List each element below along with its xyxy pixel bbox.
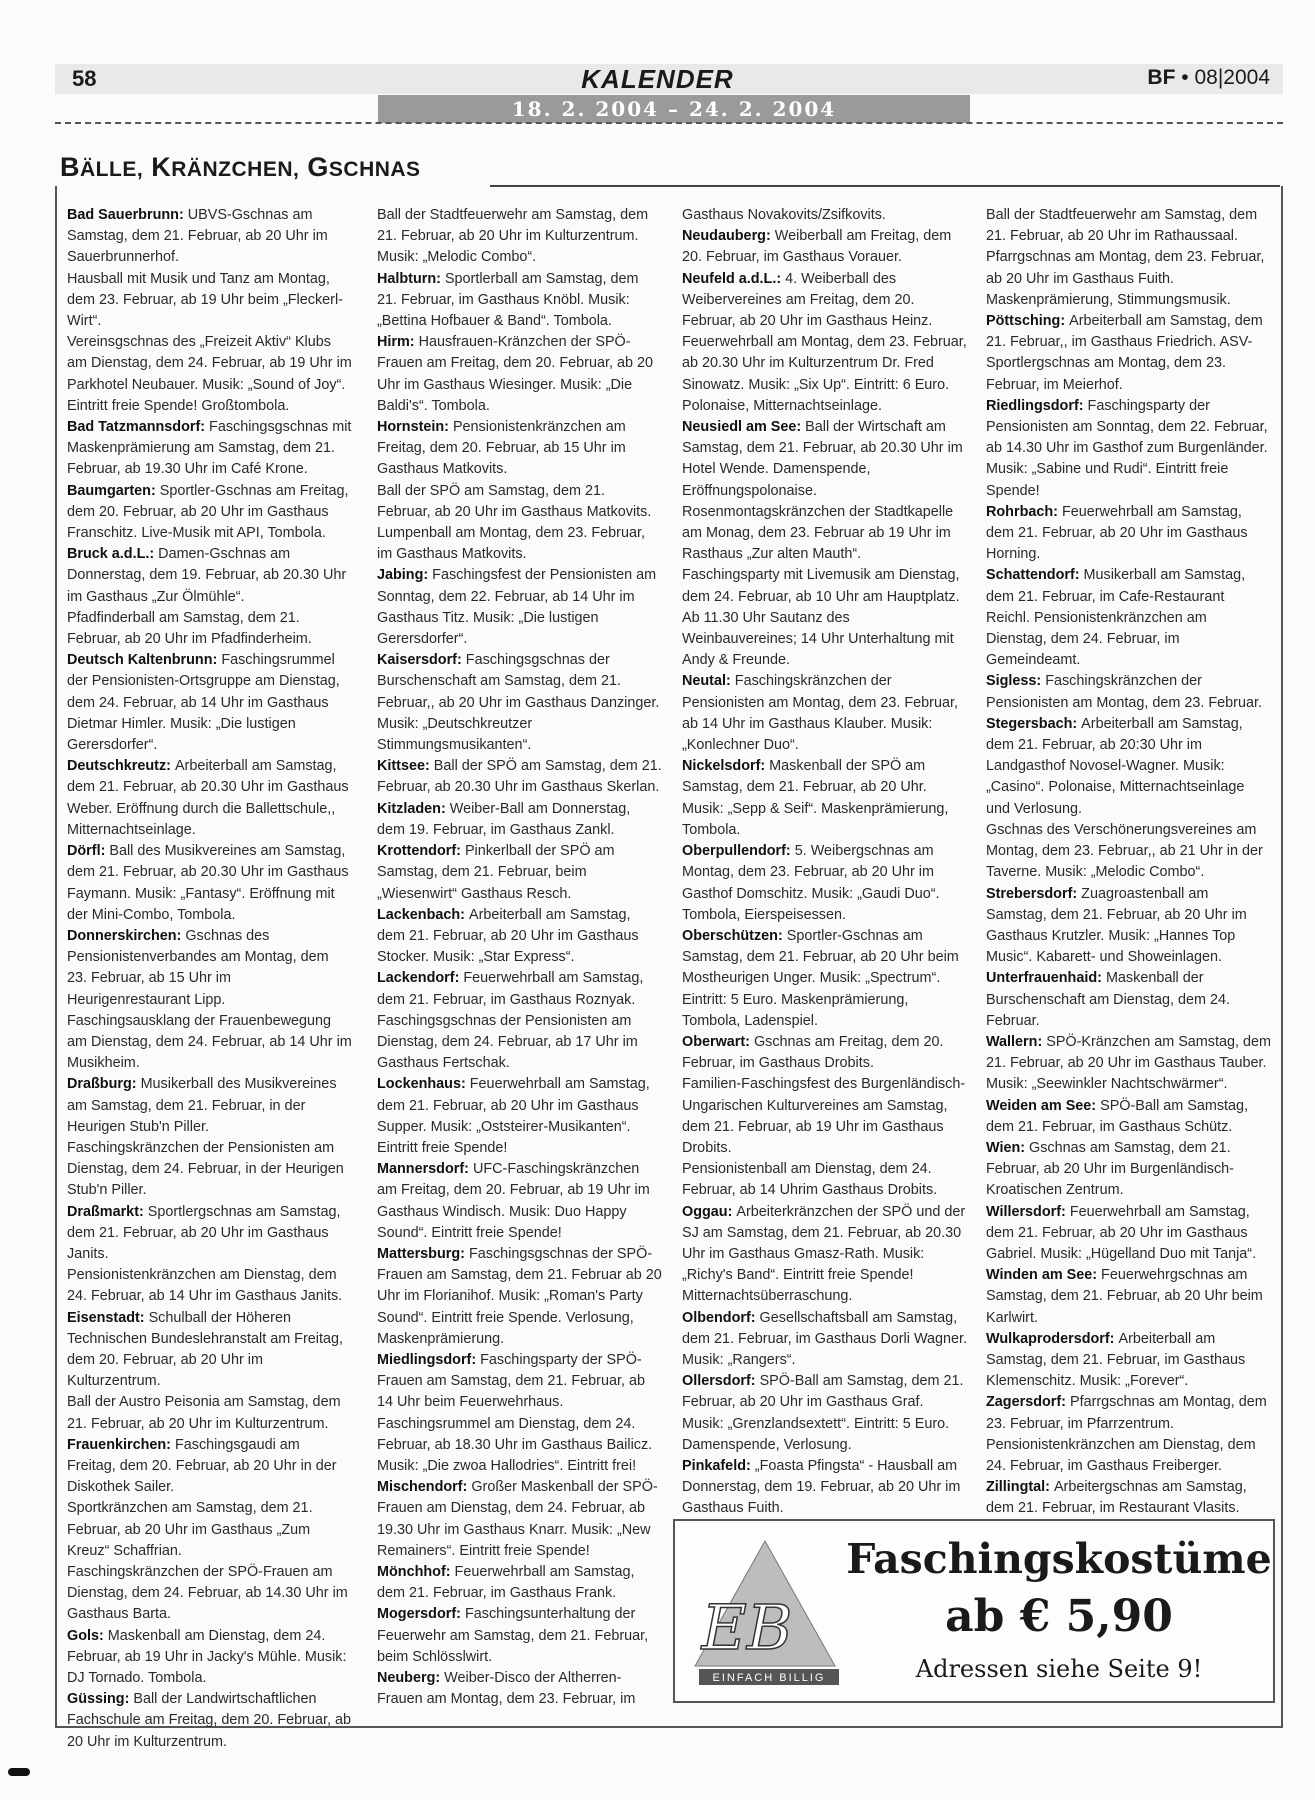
listing-place: Baumgarten:: [67, 482, 160, 499]
listing-entry: [67, 1626, 352, 1690]
listing-entry: [986, 311, 1271, 396]
listing-text: Ball der Landwirtschaftlichen Fachschule am Freitag, dem 20. Februar, ab 20 Uhr im Kulturzentrum.: [67, 1691, 351, 1750]
listing-text: Lumpenball am Montag, dem 23. Februar, im Gasthaus Matkovits.: [377, 525, 645, 563]
issue-number: 08|2004: [1194, 66, 1270, 89]
listing-entry: [986, 968, 1271, 1032]
listing-entry: [67, 1202, 352, 1266]
listing-entry: [67, 650, 352, 756]
listing-place: Schattendorf:: [986, 567, 1084, 584]
listing-entry: [377, 799, 662, 841]
listing-text: Arbeiterkränzchen der SPÖ und der SJ am Samstag, dem 21. Februar, ab 20.30 Uhr im Gasthaus Gmasz-Rath. Musik: „Richy's Band“. Eintritt freie Spende! Mitternachtsüberraschung.: [682, 1203, 966, 1305]
listing-entry: [377, 1668, 662, 1710]
listing-text: Ball der SPÖ am Samstag, dem 21. Februar, ab 20 Uhr im Gasthaus Matkovits.: [377, 482, 652, 520]
listing-entry: [986, 714, 1271, 820]
listing-entry: [986, 1265, 1271, 1329]
listing-place: Riedlingsdorf:: [986, 397, 1088, 414]
listing-place: Lackendorf:: [377, 970, 464, 987]
listing-entry: [377, 756, 662, 798]
listing-place: Zillingtal:: [986, 1479, 1054, 1496]
listing-place: Ollersdorf:: [682, 1373, 760, 1390]
listing-column-1: [67, 205, 352, 1753]
listing-place: Neudauberg:: [682, 228, 775, 245]
listing-entry: [377, 1074, 662, 1159]
listing-text: Sportkränzchen am Samstag, dem 21. Februar, ab 20 Uhr im Gasthaus „Zum Kreuz“ Schaffrian.: [67, 1500, 313, 1559]
logo-letters: EB: [701, 1591, 793, 1664]
listing-entry: [67, 608, 352, 650]
listing-text: Faschingskränzchen der Pensionisten am Montag, dem 23. Februar.: [986, 673, 1262, 711]
listing-entry: [682, 1202, 967, 1308]
listing-text: Pensionistenkränzchen am Dienstag, dem 24. Februar, ab 14 Uhr im Gasthaus Janits.: [67, 1267, 343, 1305]
listing-text: Ball der Stadtfeuerwehr am Samstag, dem 21. Februar, ab 20 Uhr im Rathaussaal. Pfarrgschnas am Montag, dem 23. Februar, ab 20 Uhr im Gasthaus Fuith. Maskenprämierung, Stimmungsmusik.: [986, 207, 1265, 308]
listing-place: Krottendorf:: [377, 843, 465, 860]
listing-text: Arbeiterball am Samstag, dem 21. Februar, ab 20:30 Uhr im Landgasthof Novosel-Wagner. Musik: „Casino“. Polonaise, Mitternachtseinlage und Verlosung.: [986, 715, 1245, 817]
heading-rest: ÄLLE,: [80, 158, 144, 181]
heading-initial: K: [151, 152, 172, 182]
listing-text: Faschingsfest der Pensionisten am Sonntag, dem 22. Februar, ab 14 Uhr im Gasthaus Titz. Musik: „Die lustigen Gerersdorfer“.: [377, 567, 657, 648]
listing-entry: [682, 205, 967, 226]
listing-text: Ball der Wirtschaft am Samstag, dem 21. Februar, ab 20.30 Uhr im Hotel Wende. Damenspende, Eröffnungspolonaise.: [682, 419, 963, 499]
listing-place: Gols:: [67, 1627, 108, 1644]
listing-text: Arbeiterball am Samstag, dem 21. Februar, im Gasthaus Klemenschitz. Musik: „Forever“.: [986, 1330, 1246, 1390]
listing-entry: [377, 1350, 662, 1414]
listing-entry: [377, 205, 662, 269]
listing-entry: [682, 565, 967, 671]
listing-text: Faschingsparty der Pensionisten am Sonntag, dem 22. Februar, ab 14.30 Uhr im Gasthof zum Burgenländer. Musik: „Sabine und Rudi“. Eintritt freie Spende!: [986, 397, 1268, 499]
listing-place: Draßmarkt:: [67, 1203, 148, 1220]
listing-text: Feuerwehrball am Montag, dem 23. Februar, ab 20.30 Uhr im Kulturzentrum Dr. Fred Sinowatz. Musik: „Six Up“. Eintritt: 6 Euro. Polonaise, Mitternachtseinlage.: [682, 334, 967, 414]
listing-entry: [67, 1498, 352, 1562]
listing-text: Faschingsrummel der Pensionisten-Ortsgruppe am Dienstag, dem 24. Februar, ab 14 Uhr im Gasthaus Dietmar Himler. Musik: „Die lustigen Gerersdorfer“.: [67, 652, 340, 754]
listing-entry: [67, 481, 352, 545]
listing-entry: [377, 1562, 662, 1604]
listing-place: Deutsch Kaltenbrunn:: [67, 652, 222, 669]
listing-place: Neuberg:: [377, 1670, 445, 1687]
listing-place: Unterfrauenhaid:: [986, 970, 1106, 987]
listing-text: Maskenball der SPÖ am Samstag, dem 21. Februar, ab 20 Uhr. Musik: „Sepp & Seif“. Maskenprämierung, Tombola.: [682, 758, 949, 838]
listing-entry: [986, 1032, 1271, 1096]
listing-text: Gschnas am Samstag, dem 21. Februar, ab 20 Uhr im Burgenländisch-Kroatischen Zentrum.: [986, 1139, 1234, 1199]
listing-entry: [67, 1562, 352, 1626]
listing-entry: [682, 1456, 967, 1520]
listing-entry: [67, 926, 352, 1074]
listing-entry: [67, 205, 352, 269]
listing-text: Feuerwehrgschnas am Samstag, dem 21. Februar, ab 20 Uhr beim Karlwirt.: [986, 1267, 1263, 1326]
listing-entry: [682, 671, 967, 756]
listing-text: Faschingsunterhaltung der Feuerwehr am Samstag, dem 21. Februar, beim Schlösslwirt.: [377, 1606, 649, 1665]
listing-place: Wallern:: [986, 1033, 1047, 1050]
listing-place: Lackenbach:: [377, 906, 469, 923]
ad-price: ab € 5,90: [945, 1591, 1173, 1642]
listing-place: Draßburg:: [67, 1076, 141, 1093]
listing-text: UBVS-Gschnas am Samstag, dem 21. Februar, ab 20 Uhr im Sauerbrunnerhof.: [67, 207, 328, 266]
listing-entry: [682, 502, 967, 566]
listing-text: Pensionistenkränzchen am Freitag, dem 20. Februar, ab 15 Uhr im Gasthaus Matkovits.: [377, 419, 626, 478]
listing-text: Maskenball am Dienstag, dem 24. Februar, ab 19 Uhr in Jacky's Mühle. Musik: DJ Tornado. Tombola.: [67, 1627, 347, 1687]
listing-place: Lockenhaus:: [377, 1076, 470, 1093]
listing-column-2: [377, 205, 662, 1710]
listing-text: Weiberball am Freitag, dem 20. Februar, im Gasthaus Vorauer.: [682, 228, 952, 266]
listing-entry: [682, 226, 967, 268]
category-heading-text: [60, 152, 421, 182]
listing-text: Faschingsparty der SPÖ-Frauen am Samstag, dem 21. Februar, ab 14 Uhr beim Feuerwehrhaus.: [377, 1351, 645, 1411]
listing-place: Neufeld a.d.L.:: [682, 270, 786, 287]
listing-entry: [377, 523, 662, 565]
listing-entry: [986, 1477, 1271, 1519]
listing-place: Miedlingsdorf:: [377, 1351, 481, 1368]
print-speck: [8, 1768, 30, 1776]
listing-column-3: [682, 205, 967, 1520]
listing-place: Hirm:: [377, 334, 419, 351]
magazine-name: BF: [1147, 66, 1176, 89]
listing-place: Deutschkreutz:: [67, 758, 175, 775]
listing-text: Faschingsgschnas der Burschenschaft am Samstag, dem 21. Februar,, ab 20 Uhr im Gasthaus Danzinger. Musik: „Deutschkreutzer Stimmungsmusikanten“.: [377, 652, 660, 754]
listing-text: Faschingsparty mit Livemusik am Dienstag, dem 24. Februar, ab 10 Uhr am Hauptplatz. Ab 11.30 Uhr Sautanz des Weinbauvereines; 14 Uhr Unterhaltung mit Andy & Freunde.: [682, 567, 960, 669]
listing-entry: [67, 1689, 352, 1753]
listing-entry: [67, 332, 352, 417]
listing-text: Damen-Gschnas am Donnerstag, dem 19. Februar, ab 20.30 Uhr im Gasthaus „Zur Ölmühle“.: [67, 546, 347, 605]
separator-dot: •: [1181, 66, 1189, 89]
listing-text: SPÖ-Ball am Samstag, dem 21. Februar, ab 20 Uhr im Gasthaus Graf. Musik: „Grenzlandsextett“. Eintritt: 5 Euro. Damenspende, Verlosung.: [682, 1373, 964, 1453]
listing-entry: [377, 1159, 662, 1244]
listing-entry: [67, 756, 352, 841]
listing-text: Gschnas am Freitag, dem 20. Februar, im Gasthaus Drobits.: [682, 1033, 944, 1072]
listing-entry: [67, 417, 352, 481]
listing-text: SPÖ-Ball am Samstag, dem 21. Februar, im Gasthaus Schütz.: [986, 1097, 1249, 1135]
listing-entry: [986, 565, 1271, 671]
listing-column-4: [986, 205, 1271, 1520]
listing-text: Sportler-Gschnas am Freitag, dem 20. Februar, ab 20 Uhr im Gasthaus Franschitz. Live-Musik mit API, Tombola.: [67, 482, 349, 542]
ad-footer: Adressen siehe Seite 9!: [915, 1655, 1203, 1683]
listing-place: Stegersbach:: [986, 715, 1082, 732]
listing-text: Arbeiterball am Samstag, dem 21. Februar, ab 20 Uhr im Gasthaus Stocker. Musik: „Star Express“.: [377, 906, 639, 966]
listing-text: Faschingskränzchen der Pensionisten am Dienstag, dem 24. Februar, in der Heurigen Stub'n Piller.: [67, 1139, 344, 1199]
listing-place: Donnerskirchen:: [67, 927, 186, 944]
date-range: 18. 2. 2004 – 24. 2. 2004: [378, 95, 970, 123]
listing-text: Schulball der Höheren Technischen Bundeslehranstalt am Freitag, dem 20. Februar, ab 20 Uhr im Kulturzentrum.: [67, 1309, 343, 1390]
logo-tagline: EINFACH BILLIG: [712, 1672, 826, 1684]
listing-place: Frauenkirchen:: [67, 1436, 175, 1453]
listing-entry: [67, 1138, 352, 1202]
listing-place: Zagersdorf:: [986, 1394, 1070, 1411]
listing-text: Feuerwehrball am Samstag, dem 21. Februar, im Gasthaus Roznyak. Faschingsgschnas der Pensionisten am Dienstag, dem 24. Februar, ab 17 Uhr im Gasthaus Fertschak.: [377, 970, 644, 1072]
dashed-divider: [55, 122, 1283, 124]
listing-text: Feuerwehrball am Samstag, dem 21. Februar, ab 20 Uhr im Gasthaus Horning.: [986, 503, 1248, 563]
listing-text: Arbeitergschnas am Samstag, dem 21. Februar, im Restaurant Vlasits.: [986, 1479, 1247, 1517]
listing-entry: [986, 1096, 1271, 1138]
listing-entry: [377, 1477, 662, 1562]
listing-entry: [682, 1032, 967, 1074]
listing-text: Ball der Austro Peisonia am Samstag, dem 21. Februar, ab 20 Uhr im Kulturzentrum.: [67, 1394, 341, 1432]
page-number: 58: [72, 66, 97, 91]
listing-text: Gschnas des Pensionistenverbandes am Montag, dem 23. Februar, ab 15 Uhr im Heurigenrestaurant Lipp. Faschingsausklang der Frauenbewegung am Dienstag, dem 24. Februar, ab 14 Uhr im Musikheim.: [67, 927, 352, 1072]
listing-entry: [377, 1414, 662, 1478]
listing-text: Arbeiterball am Samstag, dem 21. Februar, ab 20.30 Uhr im Gasthaus Weber. Eröffnung durch die Ballettschule,, Mitternachtseinlage.: [67, 758, 349, 838]
listing-entry: [377, 565, 662, 650]
listing-text: Vereinsgschnas des „Freizeit Aktiv“ Klubs am Dienstag, dem 24. Februar, ab 19 Uhr im Parkhotel Neubauer. Musik: „Sound of Joy“. Eintritt freie Spende! Großtombola.: [67, 334, 352, 414]
listing-entry: [986, 1329, 1271, 1393]
listing-place: Hornstein:: [377, 419, 453, 436]
listing-text: 4. Weiberball des Weibervereines am Freitag, dem 20. Februar, ab 20 Uhr im Gasthaus Heinz.: [682, 270, 933, 330]
listing-entry: [986, 1202, 1271, 1266]
listing-text: Zuagroastenball am Samstag, dem 21. Februar, ab 20 Uhr im Gasthaus Krutzler. Musik: „Hannes Top Music“. Kabarett- und Showeinlagen.: [986, 885, 1247, 966]
listing-place: Mattersburg:: [377, 1245, 469, 1262]
listing-place: Wulkaprodersdorf:: [986, 1330, 1119, 1347]
listing-text: Familien-Faschingsfest des Burgenländisch-Ungarischen Kulturvereines am Samstag, dem 21. Februar, ab 19 Uhr im Gasthaus Drobits.: [682, 1076, 966, 1156]
listing-place: Kaisersdorf:: [377, 652, 466, 669]
listing-entry: [377, 650, 662, 756]
heading-rest: SCHNAS: [328, 158, 421, 181]
magazine-issue: [1147, 66, 1270, 90]
listing-text: Pensionistenball am Dienstag, dem 24. Februar, ab 14 Uhrim Gasthaus Drobits.: [682, 1161, 938, 1199]
listing-place: Pinkafeld:: [682, 1457, 755, 1474]
listing-entry: [67, 1074, 352, 1138]
listing-entry: [682, 417, 967, 502]
listing-text: UFC-Faschingskränzchen am Freitag, dem 20. Februar, ab 19 Uhr im Gasthaus Windisch. Musik: Duo Happy Sound“. Eintritt freie Spende!: [377, 1161, 650, 1241]
listing-place: Olbendorf:: [682, 1309, 760, 1326]
listing-text: Faschingsgaudi am Freitag, dem 20. Februar, ab 20 Uhr in der Diskothek Sailer.: [67, 1436, 337, 1496]
listing-text: Faschingsgschnas mit Maskenprämierung am Samstag, dem 21. Februar, ab 19.30 Uhr im Café Krone.: [67, 419, 352, 478]
listing-entry: [377, 1244, 662, 1350]
listing-place: Halbturn:: [377, 270, 445, 287]
listing-text: Feuerwehrball am Samstag, dem 21. Februar, ab 20 Uhr im Gasthaus Gabriel. Musik: „Hügelland Duo mit Tanja“.: [986, 1203, 1257, 1262]
listing-place: Strebersdorf:: [986, 885, 1082, 902]
listing-text: Hausball mit Musik und Tanz am Montag, dem 23. Februar, ab 19 Uhr beim „Fleckerl-Wirt“.: [67, 270, 343, 330]
listing-entry: [377, 968, 662, 1074]
listing-entry: [377, 332, 662, 417]
listing-entry: [682, 841, 967, 926]
listing-text: Ball des Musikvereines am Samstag, dem 21. Februar, ab 20.30 Uhr im Gasthaus Faymann. Musik: „Fantasy“. Eröffnung mit der Mini-Combo, Tombola.: [67, 843, 349, 923]
listing-place: Bad Sauerbrunn:: [67, 207, 188, 223]
listing-place: Oberwart:: [682, 1033, 754, 1050]
listing-text: Faschingsrummel am Dienstag, dem 24. Februar, ab 18.30 Uhr im Gasthaus Bailicz. Musik: „Die zwoa Hallodries“. Eintritt frei!: [377, 1415, 653, 1474]
listing-entry: [377, 269, 662, 333]
listing-text: Faschingsgschnas der SPÖ-Frauen am Samstag, dem 21. Februar ab 20 Uhr im Florianihof. Musik: „Roman's Party Sound“. Eintritt freie Spende. Verlosung, Maskenprämierung.: [377, 1245, 662, 1347]
listing-place: Sigless:: [986, 673, 1046, 690]
listing-text: Hausfrauen-Kränzchen der SPÖ-Frauen am Freitag, dem 20. Februar, ab 20 Uhr im Gasthaus Wiesinger. Musik: „Die Baldi's“. Tombola.: [377, 334, 653, 414]
listing-place: Jabing:: [377, 567, 433, 584]
listing-entry: [682, 756, 967, 841]
listing-text: Musikerball am Samstag, dem 21. Februar, im Cafe-Restaurant Reichl. Pensionistenkränzchen am Dienstag, dem 24. Februar, im Gemeindeamt.: [986, 567, 1246, 669]
listing-entry: [682, 926, 967, 1032]
listing-text: Pinkerlball der SPÖ am Samstag, dem 21. Februar, beim „Wiesenwirt“ Gasthaus Resch.: [377, 843, 615, 902]
listing-place: Eisenstadt:: [67, 1309, 149, 1326]
listing-place: Bad Tatzmannsdorf:: [67, 419, 210, 436]
listing-text: Gasthaus Novakovits/Zsifkovits.: [682, 207, 886, 223]
listing-entry: [67, 841, 352, 926]
heading-initial: B: [60, 152, 80, 182]
listing-text: Faschingskränzchen der Pensionisten am Montag, dem 23. Februar, ab 14 Uhr im Gasthaus Klauber. Musik: „Konlechner Duo“.: [682, 673, 958, 754]
listing-place: Wien:: [986, 1139, 1030, 1156]
eb-logo-icon: [685, 1531, 845, 1689]
section-title: KALENDER: [581, 64, 734, 94]
listing-entry: [377, 841, 662, 905]
listing-place: Kitzladen:: [377, 800, 450, 817]
listing-place: Güssing:: [67, 1691, 134, 1708]
listing-entry: [682, 1371, 967, 1456]
listing-text: Sportler-Gschnas am Samstag, dem 21. Februar, ab 20 Uhr beim Mostheurigen Unger. Musik: „Spectrum“. Eintritt: 5 Euro. Maskenprämierung, Tombola, Ladenspiel.: [682, 927, 959, 1029]
listing-place: Mischendorf:: [377, 1479, 472, 1496]
listing-place: Oberschützen:: [682, 927, 787, 944]
listing-entry: [682, 1308, 967, 1372]
listing-place: Neusiedl am See:: [682, 419, 806, 436]
listing-text: Faschingskränzchen der SPÖ-Frauen am Dienstag, dem 24. Februar, ab 14.30 Uhr im Gasthaus Barta.: [67, 1564, 348, 1623]
listing-text: Maskenball der Burschenschaft am Dienstag, dem 24. Februar.: [986, 970, 1230, 1029]
listing-text: Sportlergschnas am Samstag, dem 21. Februar, ab 20 Uhr im Gasthaus Janits.: [67, 1203, 341, 1262]
listing-entry: [377, 905, 662, 969]
listing-entry: [67, 544, 352, 608]
listing-entry: [67, 269, 352, 333]
listing-text: Feuerwehrball am Samstag, dem 21. Februar, ab 20 Uhr im Gasthaus Supper. Musik: „Oststeirer-Musikanten“. Eintritt freie Spende!: [377, 1076, 650, 1156]
listing-text: Großer Maskenball der SPÖ-Frauen am Dienstag, dem 24. Februar, ab 19.30 Uhr im Gasthaus Knarr. Musik: „New Remainers“. Eintritt freie Spende!: [377, 1479, 658, 1559]
listing-place: Nickelsdorf:: [682, 758, 770, 775]
listing-text: Musikerball des Musikvereines am Samstag, dem 21. Februar, in der Heurigen Stub'n Piller.: [67, 1076, 337, 1135]
advertisement: [673, 1519, 1275, 1703]
category-heading: [60, 152, 421, 183]
listing-text: Feuerwehrball am Samstag, dem 21. Februar, im Gasthaus Frank.: [377, 1564, 635, 1602]
listing-text: Sportlerball am Samstag, dem 21. Februar, im Gasthaus Knöbl. Musik: „Bettina Hofbauer & Band“. Tombola.: [377, 270, 639, 330]
listing-place: Bruck a.d.L.:: [67, 546, 159, 563]
heading-initial: G: [307, 152, 329, 182]
listing-place: Kittsee:: [377, 758, 434, 775]
listing-text: Weiber-Disco der Altherren-Frauen am Montag, dem 23. Februar, im: [377, 1670, 636, 1708]
listing-entry: [377, 481, 662, 523]
listing-entry: [682, 1159, 967, 1201]
listing-text: Ball der Stadtfeuerwehr am Samstag, dem 21. Februar, ab 20 Uhr im Kulturzentrum. Musik: „Melodic Combo“.: [377, 207, 649, 266]
listing-text: Gesellschaftsball am Samstag, dem 21. Februar, im Gasthaus Dorli Wagner. Musik: „Rangers“.: [682, 1309, 968, 1368]
listing-place: Weiden am See:: [986, 1097, 1101, 1114]
listing-entry: [986, 1138, 1271, 1202]
listing-place: Oggau:: [682, 1203, 737, 1220]
listing-place: Neutal:: [682, 673, 735, 690]
listing-text: Pfarrgschnas am Montag, dem 23. Februar, im Pfarrzentrum. Pensionistenkränzchen am Dienstag, dem 24. Februar, im Gasthaus Freiberger.: [986, 1394, 1267, 1474]
ad-headline: Faschingskostüme: [846, 1535, 1272, 1583]
listing-text: Weiber-Ball am Donnerstag, dem 19. Februar, im Gasthaus Zankl.: [377, 800, 631, 838]
listing-entry: [986, 205, 1271, 311]
listing-place: Dörfl:: [67, 843, 110, 860]
listing-entry: [986, 396, 1271, 502]
listing-entry: [377, 417, 662, 481]
listing-text: 5. Weibergschnas am Montag, dem 23. Februar, ab 20 Uhr im Gasthof Domschitz. Musik: „Gaudi Duo“. Tombola, Eierspeisessen.: [682, 843, 940, 923]
listing-entry: [682, 1074, 967, 1159]
listing-entry: [682, 269, 967, 333]
listing-entry: [67, 1435, 352, 1499]
listing-text: Gschnas des Verschönerungsvereines am Montag, dem 23. Februar,, ab 21 Uhr in der Taverne. Musik: „Melodic Combo“.: [986, 821, 1263, 881]
heading-rest: RÄNZCHEN,: [171, 158, 300, 181]
listing-entry: [986, 820, 1271, 884]
listing-entry: [67, 1265, 352, 1307]
listing-entry: [67, 1392, 352, 1434]
listing-entry: [682, 332, 967, 417]
listing-entry: [986, 884, 1271, 969]
listing-text: SPÖ-Kränzchen am Samstag, dem 21. Februar, ab 20 Uhr im Gasthaus Tauber. Musik: „Seewinkler Nachtschwärmer“.: [986, 1033, 1271, 1093]
listing-text: „Foasta Pfingsta“ - Hausball am Donnerstag, dem 19. Februar, ab 20 Uhr im Gasthaus Fuith.: [682, 1457, 961, 1517]
listing-text: Rosenmontagskränzchen der Stadtkapelle am Monag, dem 23. Februar ab 19 Uhr im Rasthaus „Zur alten Mauth“.: [682, 503, 954, 563]
listing-place: Mönchhof:: [377, 1564, 455, 1580]
listing-place: Mannersdorf:: [377, 1161, 473, 1178]
listing-place: Mogersdorf:: [377, 1606, 465, 1623]
listing-entry: [377, 1604, 662, 1668]
listing-entry: [986, 671, 1271, 713]
listing-text: Pfadfinderball am Samstag, dem 21. Februar, ab 20 Uhr im Pfadfinderheim.: [67, 609, 312, 648]
listing-place: Rohrbach:: [986, 503, 1062, 520]
listing-entry: [67, 1308, 352, 1393]
listing-place: Winden am See:: [986, 1267, 1102, 1284]
listing-entry: [986, 502, 1271, 566]
listing-place: Pöttsching:: [986, 313, 1070, 330]
listing-entry: [986, 1392, 1271, 1477]
listing-text: Ball der SPÖ am Samstag, dem 21. Februar, ab 20.30 Uhr im Gasthaus Skerlan.: [377, 758, 662, 796]
listing-place: Oberpullendorf:: [682, 843, 795, 860]
listing-place: Willersdorf:: [986, 1203, 1070, 1220]
listing-text: Arbeiterball am Samstag, dem 21. Februar,, im Gasthaus Friedrich. ASV-Sportlergschnas am Montag, dem 23. Februar, im Meierhof.: [986, 313, 1263, 393]
